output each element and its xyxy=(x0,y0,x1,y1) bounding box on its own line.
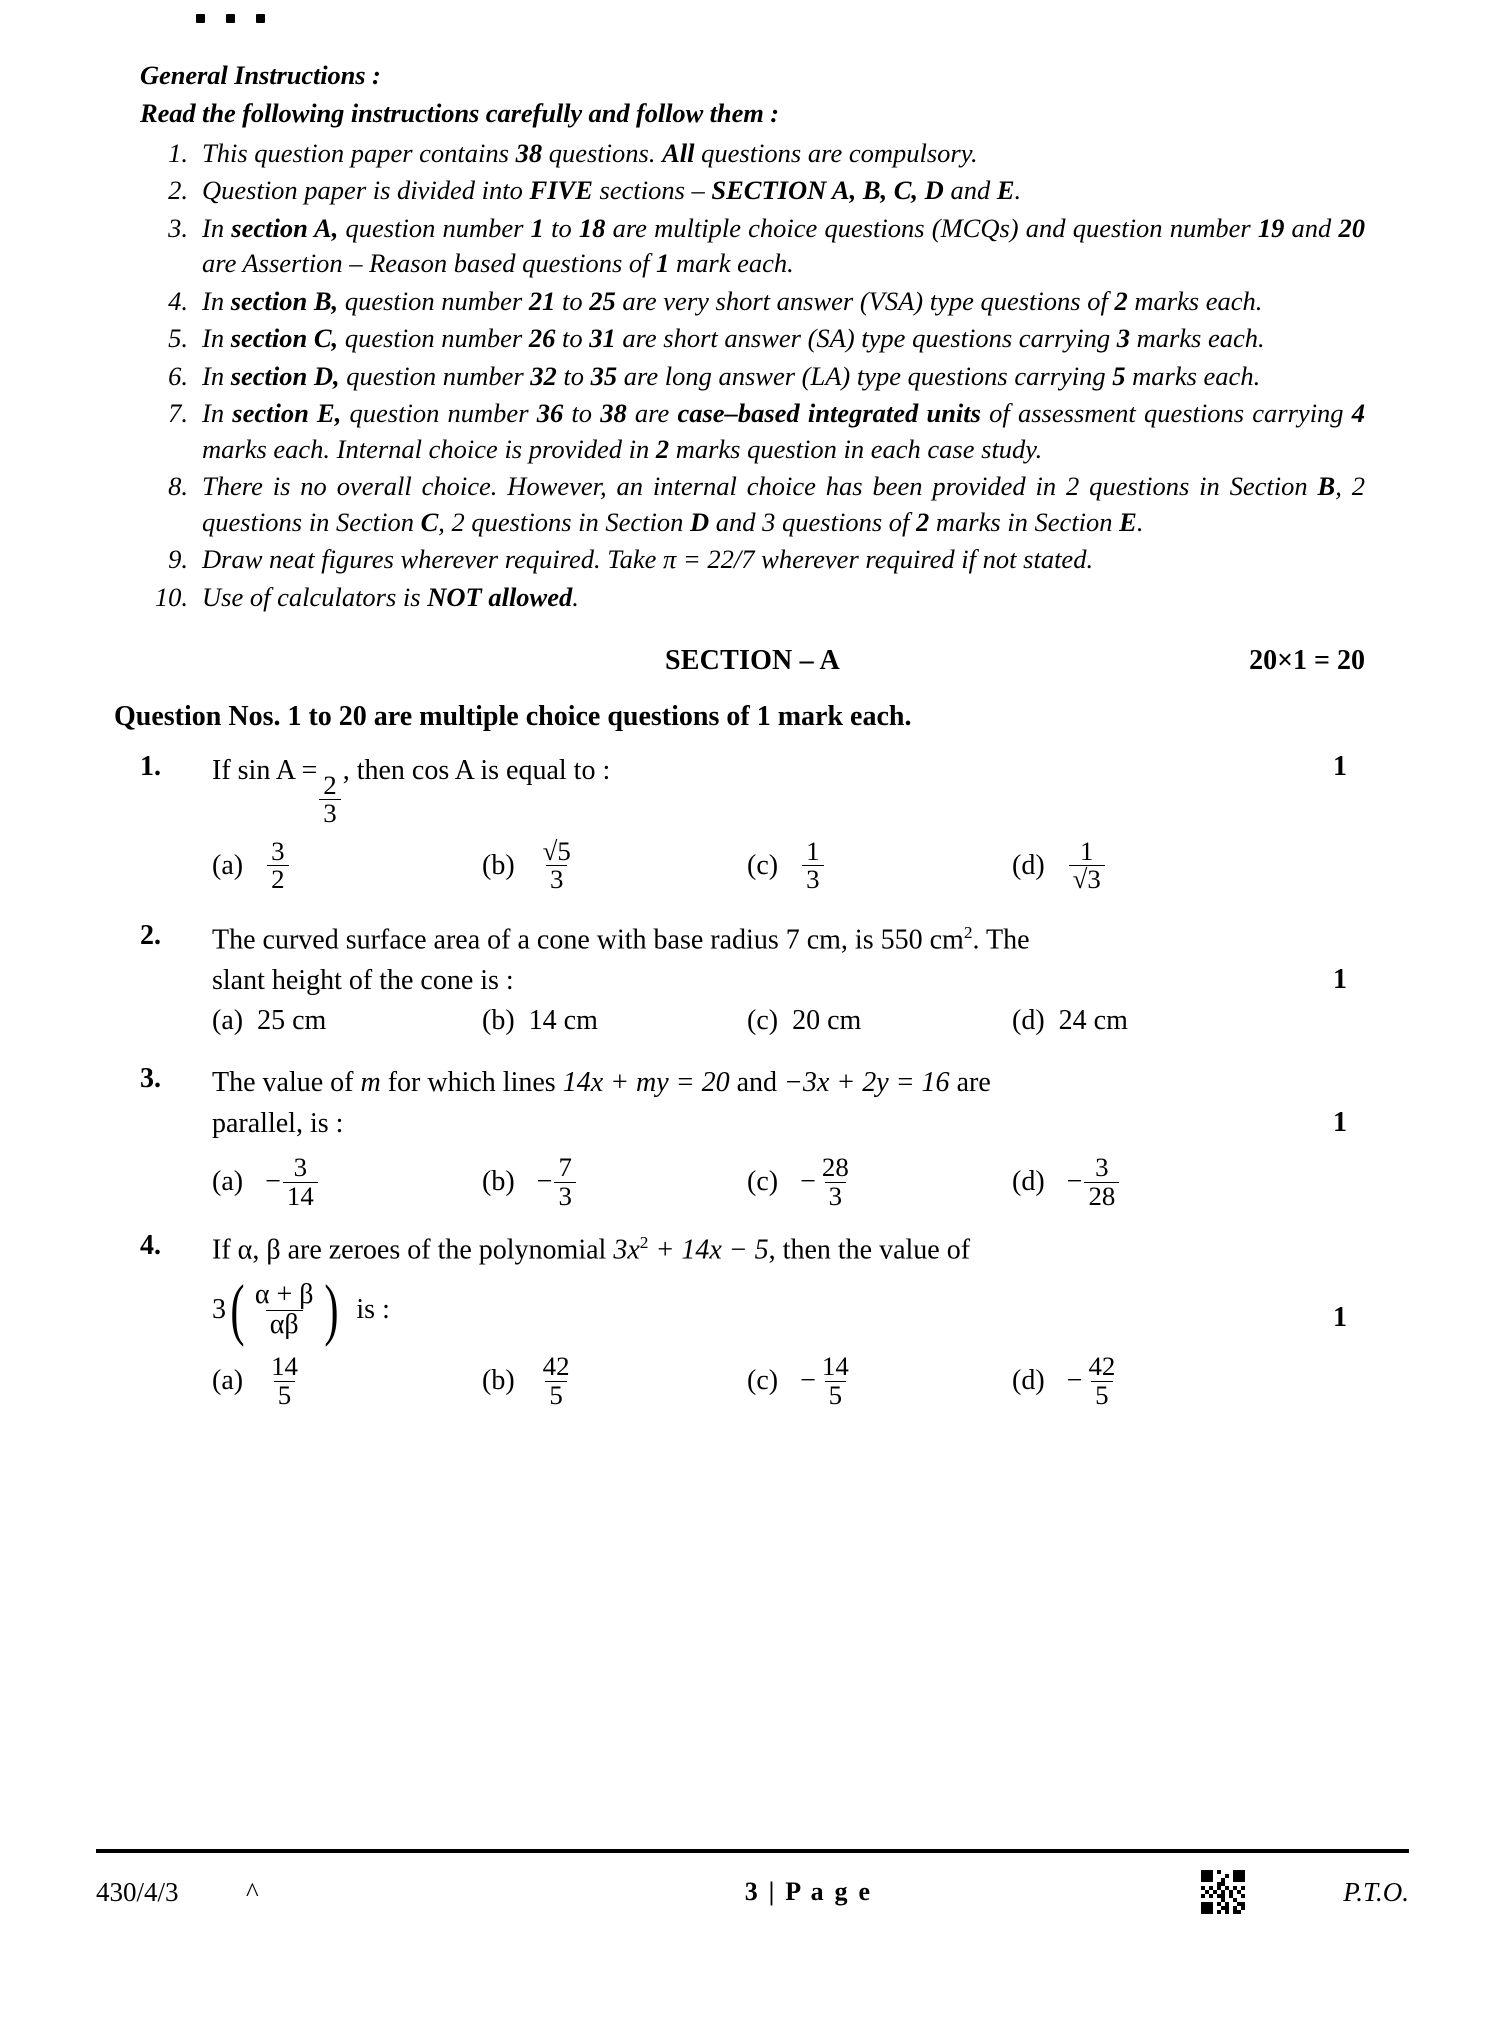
option-b-label: (b) xyxy=(482,1166,515,1198)
question-4 xyxy=(140,1230,1365,1409)
q3-text-a: The value of xyxy=(212,1067,361,1099)
option-d-label: (d) xyxy=(1012,1166,1045,1198)
question-1-text xyxy=(212,751,1365,828)
q4-polynomial-exponent: 2 xyxy=(639,1233,649,1253)
option-c-label: (c) xyxy=(747,849,779,881)
instruction-number: 3. xyxy=(168,212,188,243)
caret-mark: ^ xyxy=(246,1876,259,1907)
q4-text-a: If α, β are zeroes of the polynomial xyxy=(212,1234,614,1266)
q2-line1-tail: . The xyxy=(972,923,1030,955)
instruction-item xyxy=(140,542,1365,578)
instruction-item xyxy=(140,396,1365,467)
option-d-denominator: 28 xyxy=(1084,1182,1119,1210)
option-c-value xyxy=(800,835,825,895)
option-a-denominator: 5 xyxy=(274,1381,295,1409)
minus-sign: − xyxy=(800,1166,816,1198)
instruction-item xyxy=(140,136,1365,172)
minus-sign: − xyxy=(265,1166,281,1198)
general-instructions-title: General Instructions : xyxy=(140,60,381,90)
left-paren: ( xyxy=(230,1271,245,1348)
question-4-marks: 1 xyxy=(1333,1302,1347,1334)
instruction-number: 5. xyxy=(168,323,188,354)
instruction-text: In section E, question number 36 to 38 are case–based integrated units of assessment questions carrying 4 marks each. Internal choice is provided in 2 marks question in each case study. xyxy=(202,398,1366,464)
option-d-denominator: 5 xyxy=(1091,1381,1112,1409)
q2-line2: slant height of the cone is : xyxy=(212,964,514,996)
q4-paren-group xyxy=(226,1271,342,1348)
q3-equation-2: −3x + 2y = 16 xyxy=(784,1067,950,1099)
question-3-options xyxy=(140,1154,1365,1210)
question-2-options xyxy=(140,1005,1365,1037)
question-3-text xyxy=(212,1063,1365,1144)
option-a[interactable] xyxy=(212,835,482,895)
option-b-label: (b) xyxy=(482,1005,515,1037)
option-b[interactable] xyxy=(482,1154,747,1210)
option-c-denominator: 3 xyxy=(802,865,823,893)
option-a[interactable] xyxy=(212,1154,482,1210)
option-d-numerator: 42 xyxy=(1088,1351,1116,1382)
option-a-numerator: 3 xyxy=(293,1152,308,1183)
option-a-value xyxy=(265,1154,320,1210)
instruction-number: 2. xyxy=(168,175,188,206)
option-d-value xyxy=(1067,835,1107,895)
option-d-numerator: 1 xyxy=(1080,835,1094,866)
instruction-text: In section B, question number 21 to 25 are very short answer (VSA) type questions of 2 marks each. xyxy=(202,285,1263,316)
option-b-numerator: 7 xyxy=(558,1152,572,1183)
pto-label: P.T.O. xyxy=(1343,1876,1409,1907)
question-1-options xyxy=(140,835,1365,895)
instruction-text: Use of calculators is NOT allowed. xyxy=(202,581,579,612)
q4-expr-tail: is : xyxy=(356,1293,390,1325)
option-c-value: 20 cm xyxy=(792,1005,862,1037)
question-2 xyxy=(140,920,1365,1038)
option-b-value xyxy=(537,835,577,895)
option-b-numerator: 42 xyxy=(542,1351,570,1382)
minus-sign: − xyxy=(536,1166,553,1198)
option-b-denominator: 5 xyxy=(545,1381,566,1409)
q4-expression-row xyxy=(212,1271,1245,1348)
option-a-value: 25 cm xyxy=(257,1005,327,1037)
option-b[interactable] xyxy=(482,1005,747,1037)
q2-line1: The curved surface area of a cone with base radius 7 cm, is 550 cm xyxy=(212,923,964,955)
option-c-value xyxy=(800,1154,855,1210)
q4-coefficient: 3 xyxy=(212,1293,226,1325)
option-b-value xyxy=(537,1353,576,1409)
question-1-marks: 1 xyxy=(1333,751,1347,783)
q2-superscript: 2 xyxy=(963,922,973,942)
option-b-value xyxy=(537,1154,578,1210)
q3-text-c: and xyxy=(729,1067,785,1099)
option-c[interactable] xyxy=(747,1353,1012,1409)
q4-polynomial-base: 3x xyxy=(613,1234,640,1266)
instruction-number: 7. xyxy=(168,398,188,429)
option-d-label: (d) xyxy=(1012,1365,1045,1397)
option-d-value xyxy=(1067,1353,1122,1409)
question-4-text xyxy=(212,1230,1365,1348)
option-d[interactable] xyxy=(1012,1353,1242,1409)
footer-divider xyxy=(96,1849,1409,1853)
question-4-number: 4. xyxy=(140,1230,161,1262)
instruction-text: This question paper contains 38 questions. All questions are compulsory. xyxy=(202,137,978,168)
page-footer xyxy=(96,1862,1409,1922)
option-b-numerator: √5 xyxy=(542,835,571,866)
option-b[interactable] xyxy=(482,835,747,895)
option-b-label: (b) xyxy=(482,849,515,881)
option-b-value: 14 cm xyxy=(528,1005,598,1037)
option-a-numerator: 14 xyxy=(271,1351,298,1382)
dot-icon xyxy=(256,14,265,23)
option-c[interactable] xyxy=(747,1005,1012,1037)
page-content xyxy=(114,58,1366,1410)
question-2-marks: 1 xyxy=(1333,963,1347,995)
option-b[interactable] xyxy=(482,1353,747,1409)
option-d[interactable] xyxy=(1012,1005,1242,1037)
q3-text-b: for which lines xyxy=(380,1067,563,1099)
option-c[interactable] xyxy=(747,1154,1012,1210)
q1-text-after: , then cos A is equal to : xyxy=(342,755,611,787)
q1-text-before: If sin A = xyxy=(212,755,318,787)
qr-code-icon xyxy=(1201,1870,1245,1914)
instruction-item xyxy=(140,284,1365,320)
option-d-value: 24 cm xyxy=(1058,1005,1128,1037)
instruction-text: Question paper is divided into FIVE sections – SECTION A, B, C, D and E. xyxy=(202,175,1022,206)
option-d[interactable] xyxy=(1012,835,1242,895)
instruction-item xyxy=(140,211,1365,282)
dot-icon xyxy=(196,14,205,23)
q3-line2: parallel, is : xyxy=(212,1107,344,1139)
instruction-item xyxy=(140,469,1365,540)
instruction-item xyxy=(140,580,1365,616)
option-a-label: (a) xyxy=(212,1005,244,1037)
q3-variable-m: m xyxy=(360,1067,381,1099)
instruction-text: There is no overall choice. However, an internal choice has been provided in 2 questions in Section B, 2 questions in Section C, 2 questions in Section D and 3 questions of 2 marks in Section E. xyxy=(202,471,1365,537)
option-a-value xyxy=(265,1353,304,1409)
option-c-label: (c) xyxy=(747,1365,779,1397)
option-c[interactable] xyxy=(747,835,1012,895)
option-d[interactable] xyxy=(1012,1154,1242,1210)
option-a-label: (a) xyxy=(212,1166,244,1198)
page-number-label: 3 | P a g e xyxy=(744,1877,873,1906)
instruction-number: 10. xyxy=(154,581,188,612)
q1-fraction-denominator: 3 xyxy=(319,799,340,827)
option-b-denominator: 3 xyxy=(546,865,567,893)
q4-fraction-denominator: αβ xyxy=(266,1310,303,1340)
question-3-number: 3. xyxy=(140,1063,161,1095)
option-d-denominator: √3 xyxy=(1069,865,1105,893)
q4-polynomial-rest: + 14x − 5 xyxy=(648,1234,769,1266)
instruction-text: In section C, question number 26 to 31 are short answer (SA) type questions carrying 3 marks each. xyxy=(202,323,1265,354)
option-c-denominator: 5 xyxy=(825,1381,846,1409)
option-d-label: (d) xyxy=(1012,1005,1045,1037)
question-2-number: 2. xyxy=(140,919,161,951)
question-2-text xyxy=(212,920,1365,1002)
option-c-label: (c) xyxy=(747,1005,779,1037)
section-header xyxy=(140,645,1365,681)
top-dots-decoration xyxy=(196,14,265,23)
q3-text-d: are xyxy=(949,1067,991,1099)
instruction-number: 4. xyxy=(168,285,188,316)
paper-code: 430/4/3 xyxy=(96,1876,179,1907)
instruction-number: 1. xyxy=(168,137,188,168)
instruction-number: 6. xyxy=(168,360,188,391)
option-d-label: (d) xyxy=(1012,849,1045,881)
option-a-label: (a) xyxy=(212,1365,244,1397)
dot-icon xyxy=(226,14,235,23)
question-3-marks: 1 xyxy=(1333,1107,1347,1139)
instruction-text: In section A, question number 1 to 18 are multiple choice questions (MCQs) and question number 19 and 20 are Assertion – Reason based questions of 1 mark each. xyxy=(202,212,1365,279)
instruction-text: Draw neat figures wherever required. Take π = 22/7 wherever required if not stated. xyxy=(202,544,1094,575)
option-b-label: (b) xyxy=(482,1365,515,1397)
option-a[interactable] xyxy=(212,1353,482,1409)
option-d-numerator: 3 xyxy=(1095,1152,1109,1183)
minus-sign: − xyxy=(800,1365,816,1397)
instruction-item xyxy=(140,173,1365,209)
instruction-item xyxy=(140,359,1365,395)
option-c-label: (c) xyxy=(747,1166,779,1198)
option-b-denominator: 3 xyxy=(554,1182,575,1210)
q1-fraction-numerator: 2 xyxy=(323,769,337,800)
question-4-options xyxy=(140,1353,1365,1409)
instruction-number: 9. xyxy=(168,544,188,575)
q1-fraction xyxy=(319,769,340,829)
q3-equation-1: 14x + my = 20 xyxy=(562,1067,730,1099)
instructions-list xyxy=(140,136,1365,616)
mcq-instruction-note: Question Nos. 1 to 20 are multiple choice questions of 1 mark each. xyxy=(114,701,912,733)
section-marks: 20×1 = 20 xyxy=(1249,645,1365,677)
instruction-item xyxy=(140,321,1365,357)
q4-fraction-numerator: α + β xyxy=(254,1279,314,1311)
question-1 xyxy=(140,751,1365,893)
option-c-numerator: 14 xyxy=(821,1351,849,1382)
option-a[interactable] xyxy=(212,1005,482,1037)
question-1-number: 1. xyxy=(140,751,161,783)
question-3 xyxy=(140,1063,1365,1210)
option-c-numerator: 1 xyxy=(806,835,820,866)
option-c-denominator: 3 xyxy=(825,1182,846,1210)
q4-fraction xyxy=(251,1281,318,1339)
option-c-numerator: 28 xyxy=(821,1152,849,1183)
option-a-denominator: 14 xyxy=(283,1182,318,1210)
minus-sign: − xyxy=(1066,1365,1083,1397)
minus-sign: − xyxy=(1066,1166,1083,1198)
option-a-denominator: 2 xyxy=(267,865,288,893)
option-c-value xyxy=(800,1353,855,1409)
option-a-value xyxy=(265,835,290,895)
q4-text-b: , then the value of xyxy=(768,1234,971,1266)
instruction-text: In section D, question number 32 to 35 are long answer (LA) type questions carrying 5 marks each. xyxy=(202,360,1261,391)
section-title: SECTION – A xyxy=(665,645,840,677)
instruction-number: 8. xyxy=(168,471,188,502)
option-d-value xyxy=(1067,1154,1122,1210)
right-paren: ) xyxy=(323,1271,339,1348)
general-instructions-subtitle: Read the following instructions carefully and follow them : xyxy=(140,98,779,129)
option-a-numerator: 3 xyxy=(271,835,285,866)
option-a-label: (a) xyxy=(212,849,244,881)
